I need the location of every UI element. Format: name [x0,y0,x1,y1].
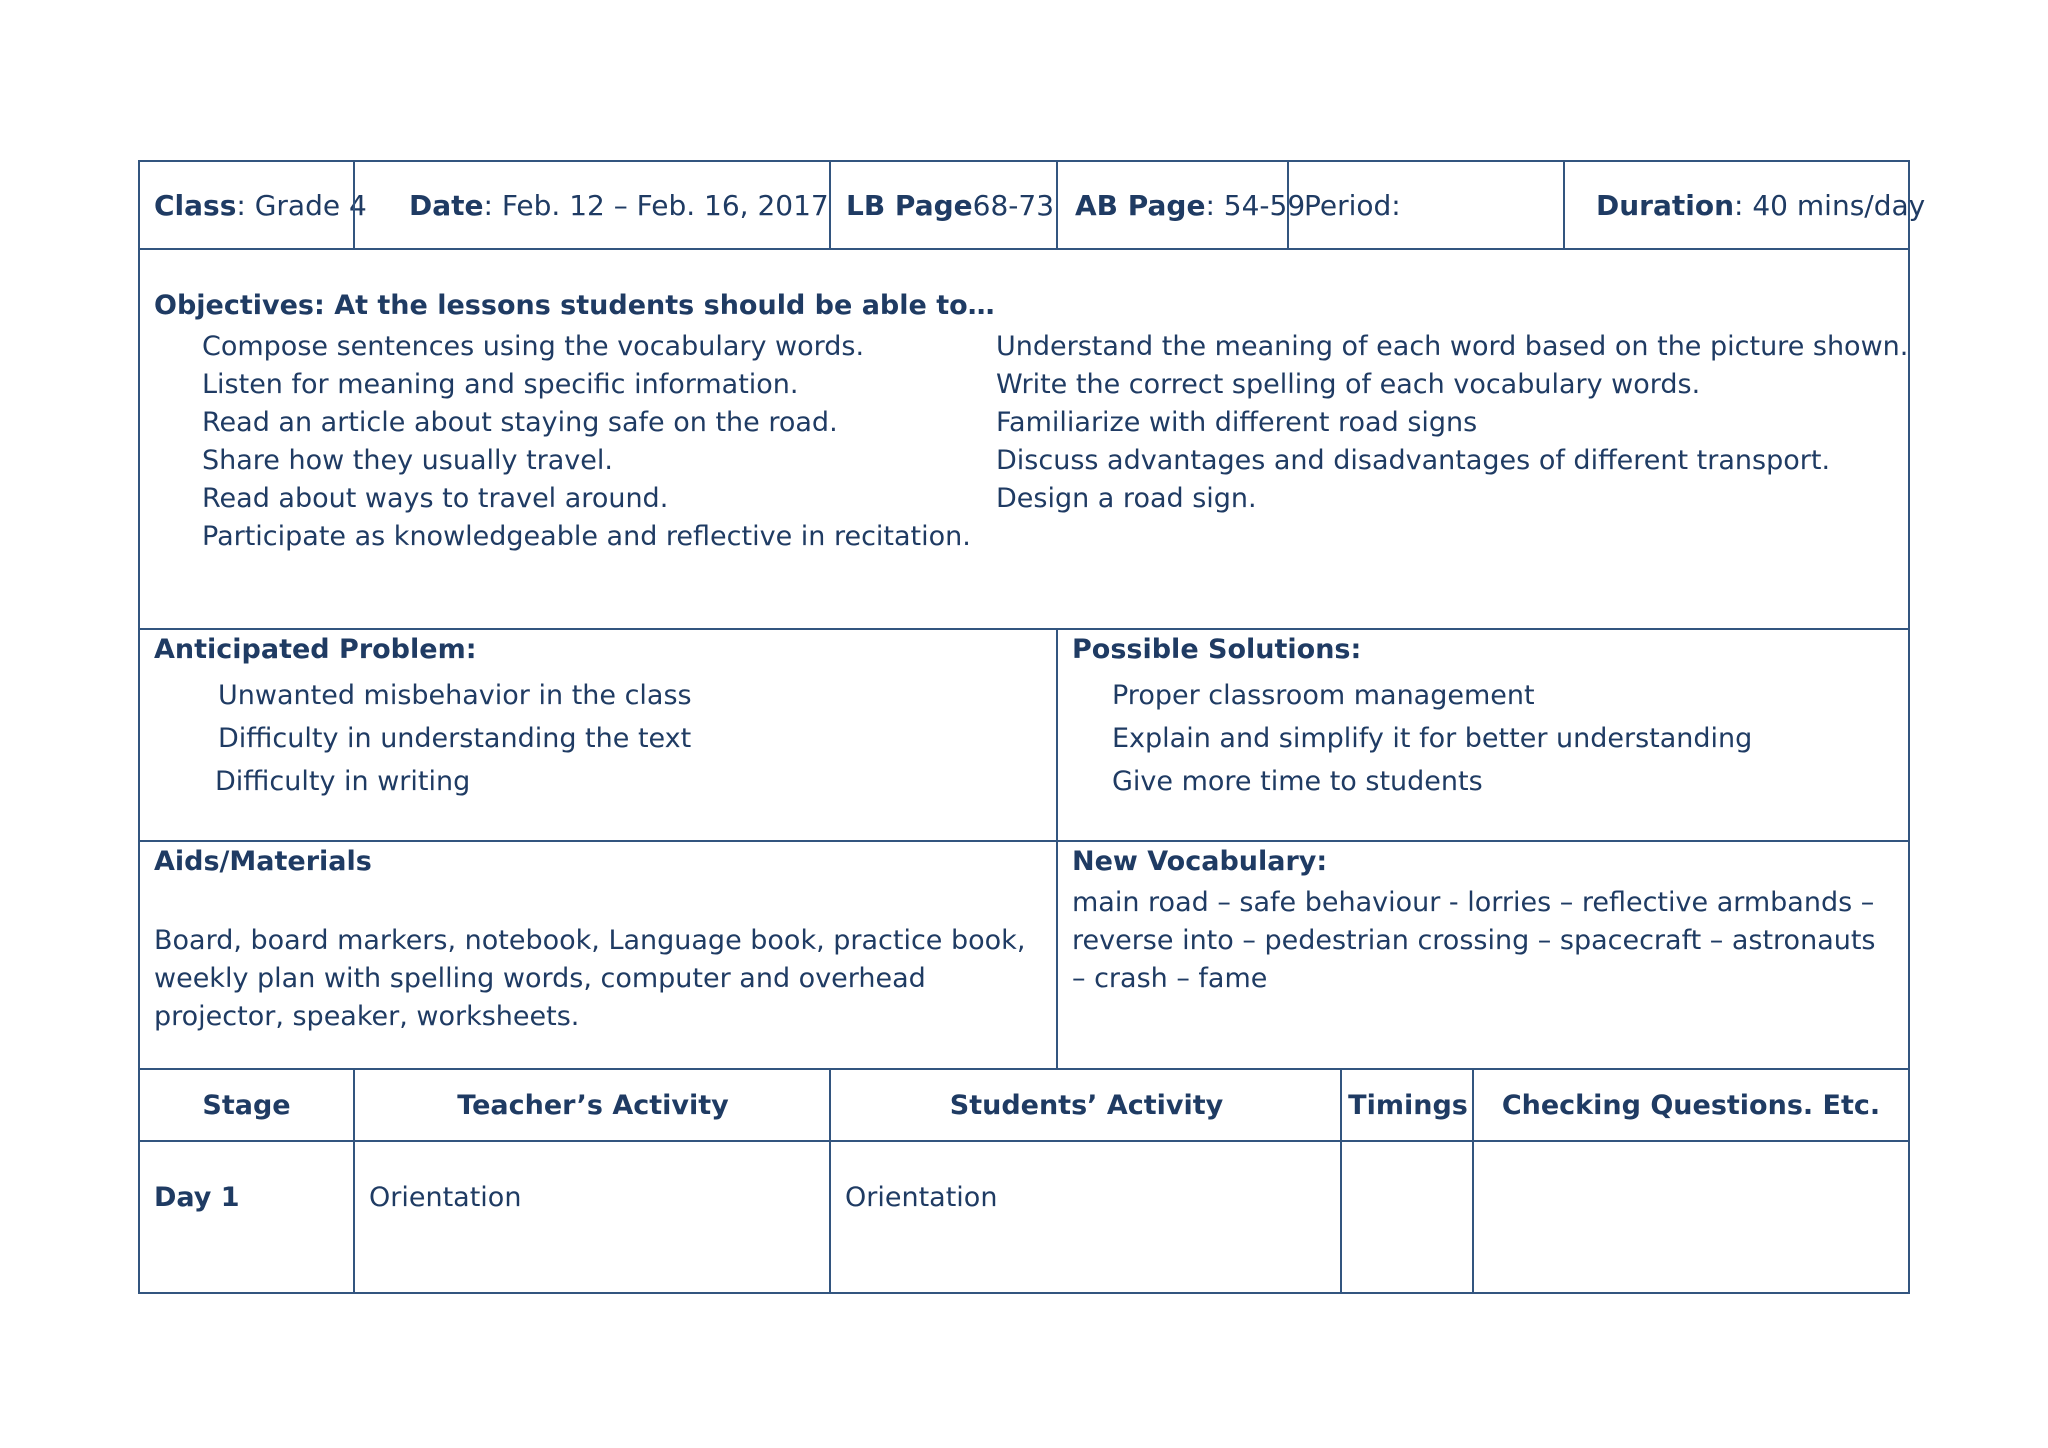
lb-page-value: 68-73 [972,188,1055,222]
column-header-teacher-activity: Teacher’s Activity [353,1070,831,1140]
objective-item: Understand the meaning of each word based on the picture shown. [996,331,1909,362]
table-row [138,1142,1910,1294]
objective-item: Share how they usually travel. [202,445,613,476]
lesson-plan-sheet [138,160,1926,1294]
new-vocabulary-cell [1056,842,1908,1068]
solution-list [1112,674,1752,803]
class-cell [154,162,367,248]
stage-value: Day 1 [154,1182,240,1213]
objectives-section [138,250,1910,630]
students-activity-cell [829,1142,1342,1292]
students-activity-value: Orientation [845,1182,998,1213]
column-header-students-activity: Students’ Activity [829,1070,1342,1140]
objective-item: Design a road sign. [996,483,1257,514]
problem-item: Difficulty in writing [215,766,471,797]
period-label: Period: [1304,188,1401,222]
new-vocabulary-text: main road – safe behaviour - lorries – reflective armbands – reverse into – pedestrian crossing – spacecraft – astronauts – crash – fame [1072,887,1876,994]
duration-label: Duration [1596,188,1735,222]
duration-value: : 40 mins/day [1734,188,1926,222]
anticipated-problem-title: Anticipated Problem: [154,634,477,665]
column-header-stage: Stage [202,1089,291,1121]
aids-materials-title: Aids/Materials [154,846,372,877]
checking-questions-cell [1472,1142,1908,1292]
ab-page-cell [1056,162,1306,248]
period-cell [1287,162,1565,248]
objectives-right-list [996,328,1908,518]
date-value: : Feb. 12 – Feb. 16, 2017 [483,188,829,222]
activity-table-header [138,1070,1910,1142]
date-label: Date [409,188,484,222]
stage-cell [140,1142,353,1292]
teacher-activity-cell [353,1142,831,1292]
problems-solutions-row [138,630,1910,842]
header-row [138,160,1926,250]
lb-page-cell [829,162,1057,248]
problem-item: Unwanted misbehavior in the class [218,680,692,711]
date-cell [353,162,831,248]
solution-item: Proper classroom management [1112,680,1535,711]
objective-item: Read an article about staying safe on the road. [202,407,838,438]
duration-cell [1563,162,1926,248]
objectives-title: Objectives: At the lessons students should be able to… [154,290,995,321]
objective-item: Participate as knowledgeable and reflective in recitation. [202,521,971,552]
aids-vocabulary-row [138,842,1910,1070]
timings-cell [1340,1142,1474,1292]
possible-solutions-cell [1056,630,1908,840]
aids-materials-text: Board, board markers, notebook, Language book, practice book, weekly plan with spelling words, computer and overhead projector, speaker, worksheets. [154,925,1026,1032]
objective-item: Read about ways to travel around. [202,483,669,514]
new-vocabulary-title: New Vocabulary: [1072,846,1328,877]
lb-page-label: LB Page [846,188,973,222]
objective-item: Compose sentences using the vocabulary words. [202,331,865,362]
ab-page-label: AB Page [1075,188,1206,222]
teacher-activity-value: Orientation [369,1182,522,1213]
problem-item: Difficulty in understanding the text [218,723,692,754]
problem-list [215,674,692,803]
column-header-timings: Timings [1340,1070,1474,1140]
ab-page-value: : 54-59 [1205,188,1306,222]
solution-item: Give more time to students [1112,766,1483,797]
objective-item: Write the correct spelling of each vocabulary words. [996,369,1701,400]
objective-item: Listen for meaning and specific information. [202,369,799,400]
class-value: : Grade 4 [236,188,367,222]
aids-materials-cell [140,842,1056,1068]
objective-item: Familiarize with different road signs [996,407,1478,438]
solution-item: Explain and simplify it for better understanding [1112,723,1753,754]
objectives-left-list [202,328,971,556]
class-label: Class [154,188,237,222]
anticipated-problem-cell [140,630,1056,840]
column-header-checking-questions: Checking Questions. Etc. [1472,1070,1908,1140]
objective-item: Discuss advantages and disadvantages of different transport. [996,445,1831,476]
possible-solutions-title: Possible Solutions: [1072,634,1362,665]
